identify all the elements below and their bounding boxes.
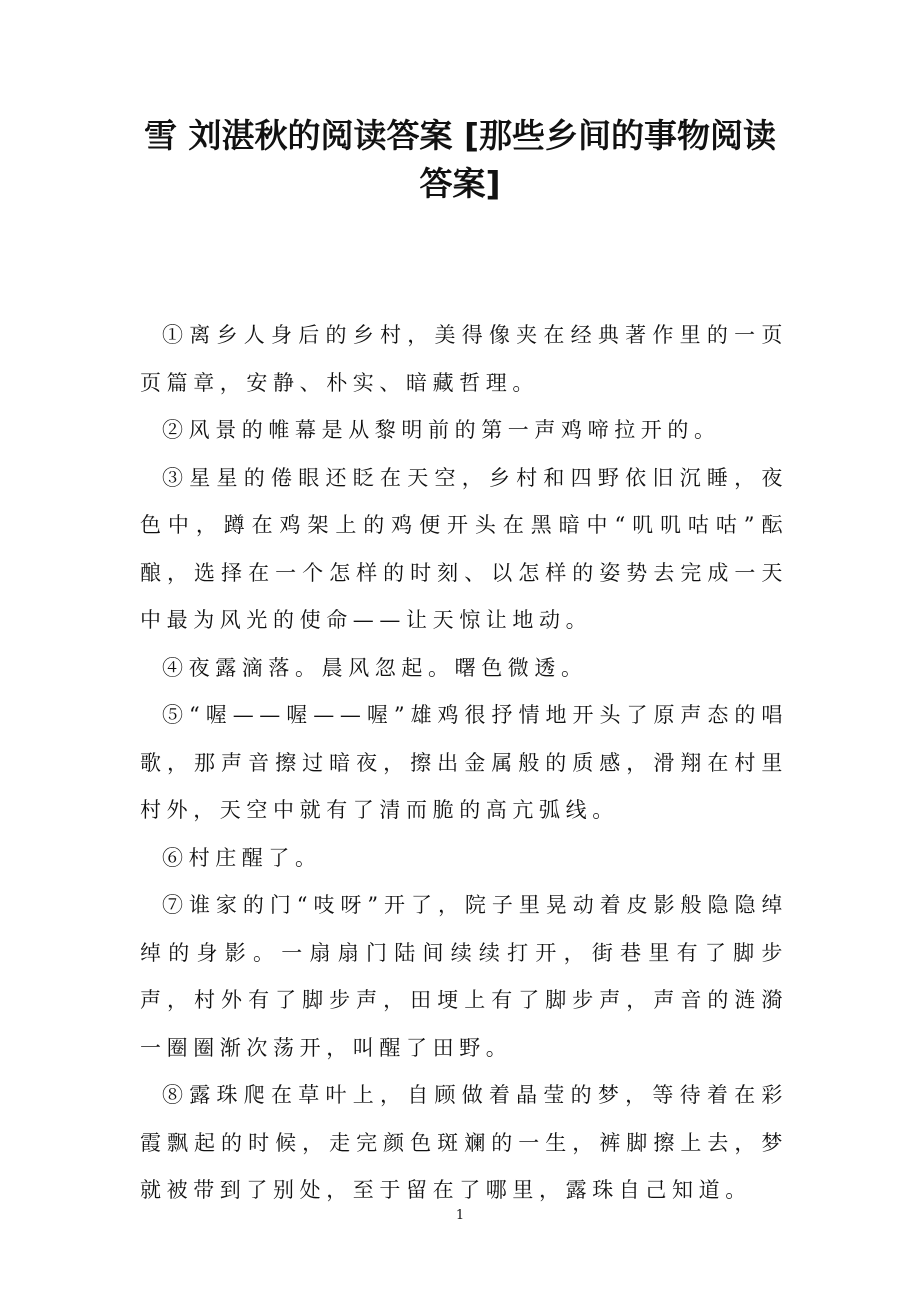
document-body xyxy=(140,312,788,1215)
paragraph-7: ⑦谁家的门“吱呀”开了，院子里晃动着皮影般隐隐绰绰的身影。一扇扇门陆间续续打开，街巷里有了脚步声，村外有了脚步声，田埂上有了脚步声，声音的涟漪一圈圈渐次荡开，叫醒了田野。 xyxy=(140,893,788,1060)
paragraph-6: ⑥村庄醒了。 xyxy=(162,845,322,870)
document-title: 雪 刘湛秋的阅读答案 [那些乡间的事物阅读答案] xyxy=(143,116,777,203)
paragraph-2: ②风景的帷幕是从黎明前的第一声鸡啼拉开的。 xyxy=(162,418,721,442)
paragraph-1: ①离乡人身后的乡村，美得像夹在经典著作里的一页页篇章，安静、朴实、暗藏哲理。 xyxy=(140,323,788,395)
paragraph-8: ⑧露珠爬在草叶上，自顾做着晶莹的梦，等待着在彩霞飘起的时候，走完颜色斑斓的一生，裤脚擦上去，梦就被带到了别处，至于留在了哪里，露珠自己知道。 xyxy=(140,1083,788,1202)
paragraph-3: ③星星的倦眼还眨在天空，乡村和四野依旧沉睡，夜色中，蹲在鸡架上的鸡便开头在黑暗中“叽叽咕咕”酝酿，选择在一个怎样的时刻、以怎样的姿势去完成一天中最为风光的使命——让天惊让地动。 xyxy=(140,465,788,632)
page-number: 1 xyxy=(455,1208,465,1223)
paragraph-4: ④夜露滴落。晨风忽起。曙色微透。 xyxy=(162,655,588,680)
paragraph-5: ⑤“喔——喔——喔”雄鸡很抒情地开头了原声态的唱歌，那声音擦过暗夜，擦出金属般的质感，滑翔在村里村外，天空中就有了清而脆的高亢弧线。 xyxy=(140,703,788,822)
